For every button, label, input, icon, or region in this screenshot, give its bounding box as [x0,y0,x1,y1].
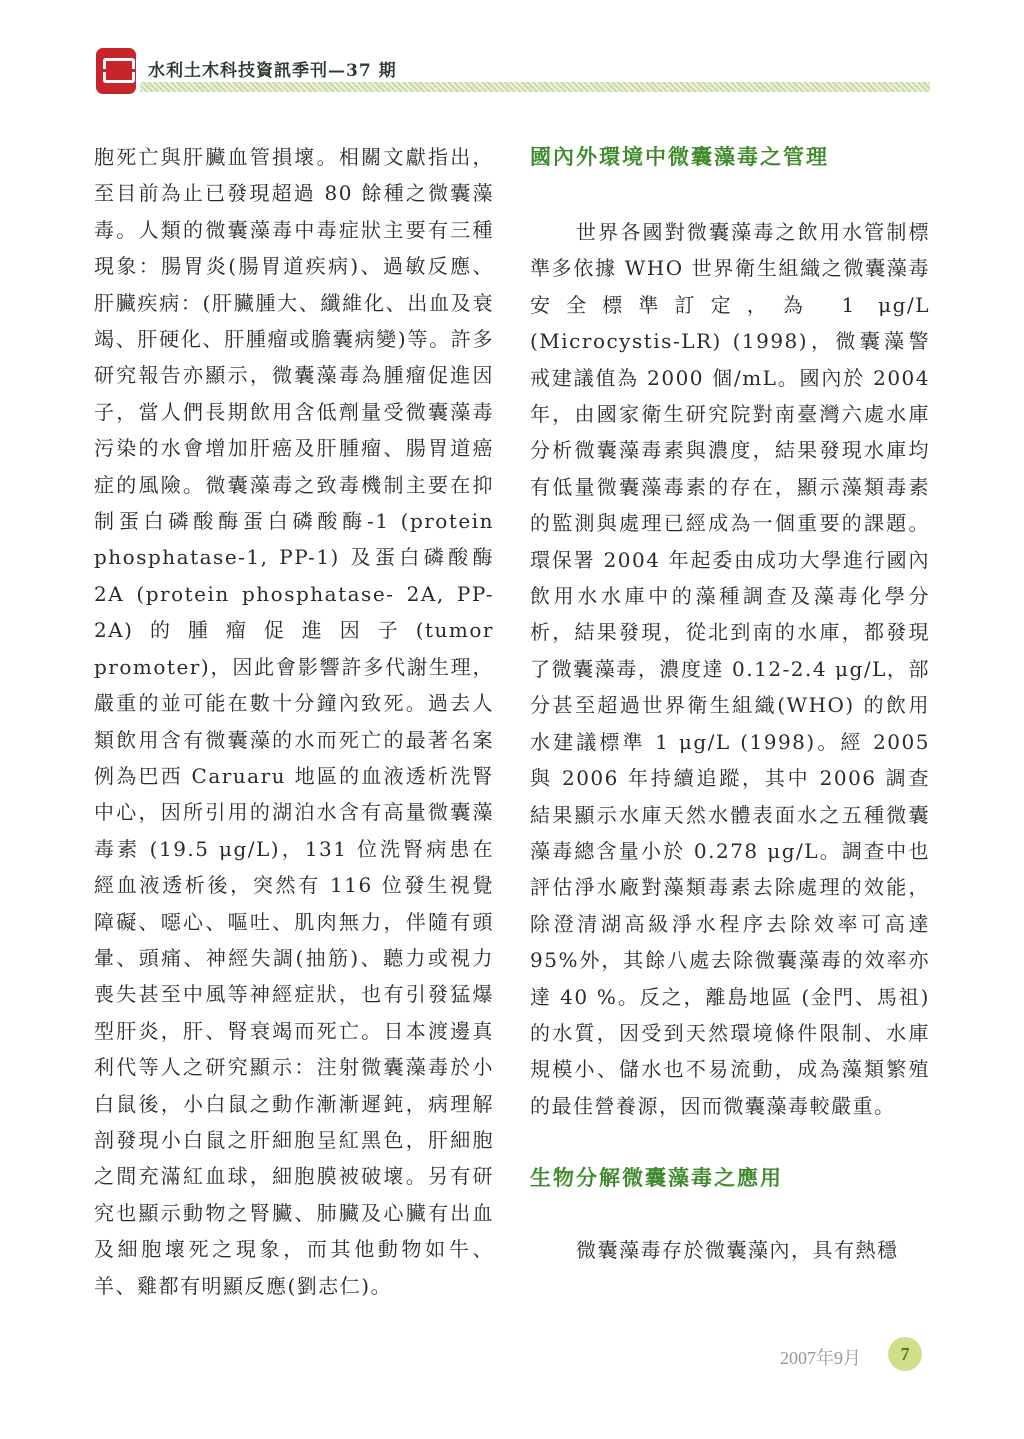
body-paragraph-3: 微囊藻毒存於微囊藻內，具有熱穩 [576,1238,899,1263]
body-paragraph-2: 世界各國對微囊藻毒之飲用水管制標準多依據 WHO 世界衛生組織之微囊藻毒安全標準訂定，為 1 μg/L (Microcystis-LR) (1998)，微囊藻警戒建議值為 2000 個/mL。國內於 2004 年，由國家衛生研究院對南臺灣六處水庫分析微囊藻毒素與濃度，結果發現水庫均有低量微囊藻毒素的存在，顯示藻類毒素的監測與處理已經成為一個重要的課題。環保署 2004 年起委由成功大學進行國內飲用水水庫中的藻種調查及藻毒化學分析，結果發現，從北到南的水庫，都發現了微囊藻毒，濃度達 0.12-2.4 μg/L，部分甚至超過世界衛生組織(WHO) 的飲用水建議標準 1 μg/L (1998)。經 2005 與 2006 年持續追蹤，其中 2006 調查結果顯示水庫天然水體表面水之五種微囊藻毒總含量小於 0.278 μg/L。調查中也評估淨水廠對藻類毒素去除處理的效能，除澄清湖高級淨水程序去除效率可高達 95%外，其餘八處去除微囊藻毒的效率亦達 40 %。反之，離島地區 (金門、馬祖) 的水質，因受到天然環境條件限制、水庫規模小、儲水也不易流動，成為藻類繁殖的最佳營養源，因而微囊藻毒較嚴重。 [530,220,930,1118]
section-heading-management: 國內外環境中微囊藻毒之管理 [530,144,829,169]
header-decorative-band [140,82,930,92]
left-column [94,139,494,1304]
journal-logo-icon [96,48,136,94]
journal-title: 水利土木科技資訊季刊—37 期 [148,61,397,81]
right-column [530,139,930,1269]
page-header [96,44,936,100]
page-footer [780,1337,940,1373]
body-paragraph-1: 胞死亡與肝臟血管損壞。相關文獻指出，至目前為止已發現超過 80 餘種之微囊藻毒。人類的微囊藻毒中毒症狀主要有三種現象：腸胃炎(腸胃道疾病)、過敏反應、肝臟疾病：(肝臟腫大、纖維化、出血及衰竭、肝硬化、肝腫瘤或膽囊病變)等。許多研究報告亦顯示，微囊藻毒為腫瘤促進因子，當人們長期飲用含低劑量受微囊藻毒污染的水會增加肝癌及肝腫瘤、腸胃道癌症的風險。微囊藻毒之致毒機制主要在抑制蛋白磷酸酶蛋白磷酸酶-1 (protein phosphatase-1, PP-1) 及蛋白磷酸酶 2A (protein phosphatase- 2A, PP-2A)的腫瘤促進因子(tumor promoter)，因此會影響許多代謝生理，嚴重的並可能在數十分鐘內致死。過去人類飲用含有微囊藻的水而死亡的最著名案例為巴西 Caruaru 地區的血液透析洗腎中心，因所引用的湖泊水含有高量微囊藻毒素 (19.5 μg/L)，131 位洗腎病患在經血液透析後，突然有 116 位發生視覺障礙、噁心、嘔吐、肌肉無力，伴隨有頭暈、頭痛、神經失調(抽筋)、聽力或視力喪失甚至中風等神經症狀，也有引發猛爆型肝炎，肝、腎衰竭而死亡。日本渡邊真利代等人之研究顯示：注射微囊藻毒於小白鼠後，小白鼠之動作漸漸遲鈍，病理解剖發現小白鼠之肝細胞呈紅黑色，肝細胞之間充滿紅血球，細胞膜被破壞。另有研究也顯示動物之腎臟、肺臟及心臟有出血及細胞壞死之現象，而其他動物如牛、羊、雞都有明顯反應(劉志仁)。 [94,145,494,1298]
issue-date: 2007年9月 [780,1348,861,1368]
page-number-badge: 7 [888,1337,922,1371]
section-heading-biodegradation: 生物分解微囊藻毒之應用 [530,1165,783,1191]
